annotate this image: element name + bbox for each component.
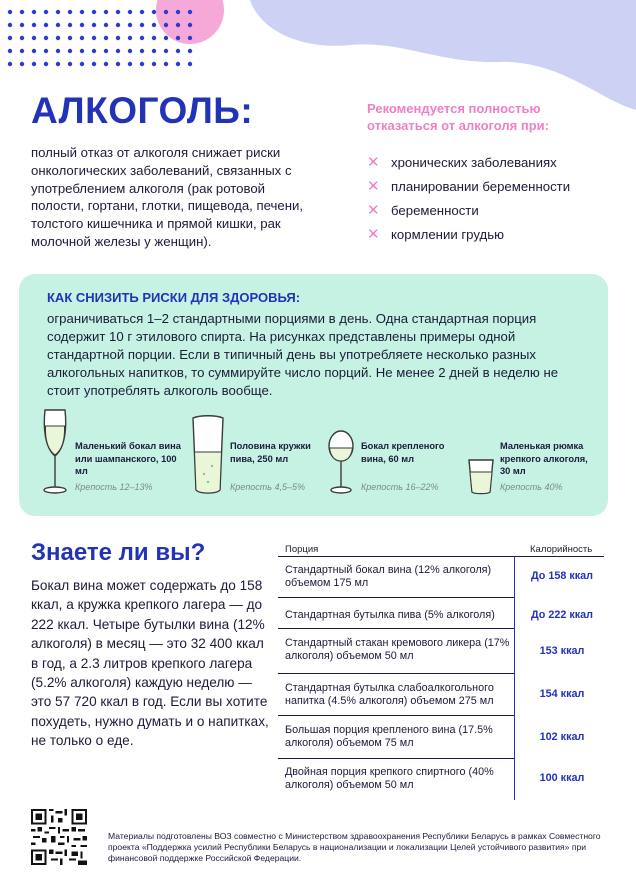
drink-strength: Крепость 16–22% — [361, 482, 439, 492]
table-divider — [278, 673, 514, 674]
table-row-calories: 102 ккал — [539, 731, 585, 743]
table-row-calories: 154 ккал — [539, 688, 585, 700]
recommend-item-label: кормлении грудью — [391, 226, 504, 242]
fortified-wine-glass-icon — [326, 428, 356, 496]
footer-text: Материалы подготовлены ВОЗ совместно с Министерством здравоохранения Республики Беларусь в рамках Совместного проекта «Поддержка усилий Республики Беларусь в национализации и локализации Целей устойчивого развития» при финансовой поддержке Российской Федерации. — [108, 831, 601, 863]
cross-icon: ✕ — [367, 178, 380, 195]
table-divider — [278, 628, 514, 629]
table-row-portion: Большая порция крепленого вина (17.5% алкоголя) объемом 75 мл — [285, 724, 493, 749]
table-row-calories: До 158 ккал — [530, 570, 594, 582]
intro-text: полный отказ от алкоголя снижает риски онкологических заболеваний, связанных с употреблением алкоголя (рак ротовой полости, гортани, глотки, пищевода, печени, толстого кишечника и прямой кишки, рак молочной железы у женщин). — [31, 145, 304, 249]
table-row-calories: До 222 ккал — [530, 609, 594, 621]
beer-glass-icon — [190, 414, 226, 496]
cross-icon: ✕ — [367, 154, 380, 171]
recommend-item-label: хронических заболеваниях — [391, 154, 557, 170]
table-divider — [278, 715, 514, 716]
drink-label: Бокал крепленого вина, 60 мл — [361, 441, 445, 464]
recommend-list — [367, 150, 570, 246]
table-row-portion: Стандартный стакан кремового ликера (17% алкоголя) объемом 50 мл — [285, 637, 510, 662]
list-item — [367, 198, 570, 222]
table-divider — [278, 597, 514, 598]
list-item — [367, 222, 570, 246]
table-divider — [278, 758, 514, 759]
recommend-heading: Рекомендуется полностью отказаться от алкоголя при: — [367, 101, 549, 133]
table-column-divider — [514, 556, 515, 800]
know-title: Знаете ли вы? — [31, 539, 206, 566]
table-header-calories: Калорийность — [530, 544, 593, 555]
know-text: Бокал вина может содержать до 158 ккал, а кружка крепкого лагера — до 222 ккал. Четыре бутылки вина (12% алкоголя) в месяц — это 32 400 ккал в год, а 2.3 литров крепкого лагера (5.2% алкоголя) каждую неделю — это 57 720 ккал в год. Если вы хотите похудеть, нужно думать и о напитках, не только о еде. — [31, 578, 269, 749]
drink-strength: Крепость 40% — [500, 482, 563, 492]
list-item — [367, 174, 570, 198]
cross-icon: ✕ — [367, 202, 380, 219]
table-row-calories: 100 ккал — [539, 772, 585, 784]
drink-strength: Крепость 4,5–5% — [230, 482, 306, 492]
table-divider — [278, 556, 604, 557]
shot-glass-icon — [467, 458, 495, 496]
drink-label: Маленькая рюмка крепкого алкоголя, 30 мл — [500, 441, 588, 476]
table-row-portion: Стандартная бутылка слабоалкогольного напитка (4.5% алкоголя) объемом 275 мл — [285, 682, 494, 707]
recommend-item-label: планировании беременности — [391, 178, 571, 194]
table-row-portion: Двойная порция крепкого спиртного (40% алкоголя) объемом 50 мл — [285, 766, 494, 791]
table-header-portion: Порция — [285, 544, 319, 555]
wine-glass-icon — [40, 408, 70, 496]
drink-label: Половина кружки пива, 250 мл — [230, 441, 311, 464]
table-row-portion: Стандартный бокал вина (12% алкоголя) объемом 175 мл — [285, 564, 492, 589]
drink-label: Маленький бокал вина или шампанского, 100 мл — [75, 441, 181, 476]
cross-icon: ✕ — [367, 226, 380, 243]
page-title: АЛКОГОЛЬ: — [31, 90, 254, 131]
recommend-item-label: беременности — [391, 202, 479, 218]
qr-code-icon — [31, 809, 87, 865]
list-item — [367, 150, 570, 174]
risk-text: ограничиваться 1–2 стандартными порциями в день. Одна стандартная порция содержит 10 г этилового спирта. На рисунках представлены примеры одной стандартной порции. Если в типичный день вы употребляете несколько разных алкогольных напитков, то суммируйте число порций. Не менее 2 дней в неделю не стоит употреблять алкоголь вообще. — [47, 311, 559, 398]
drink-strength: Крепость 12–13% — [75, 482, 153, 492]
table-row-portion: Стандартная бутылка пива (5% алкоголя) — [285, 609, 495, 621]
risk-heading: КАК СНИЗИТЬ РИСКИ ДЛЯ ЗДОРОВЬЯ: — [47, 290, 301, 305]
table-row-calories: 153 ккал — [539, 645, 585, 657]
